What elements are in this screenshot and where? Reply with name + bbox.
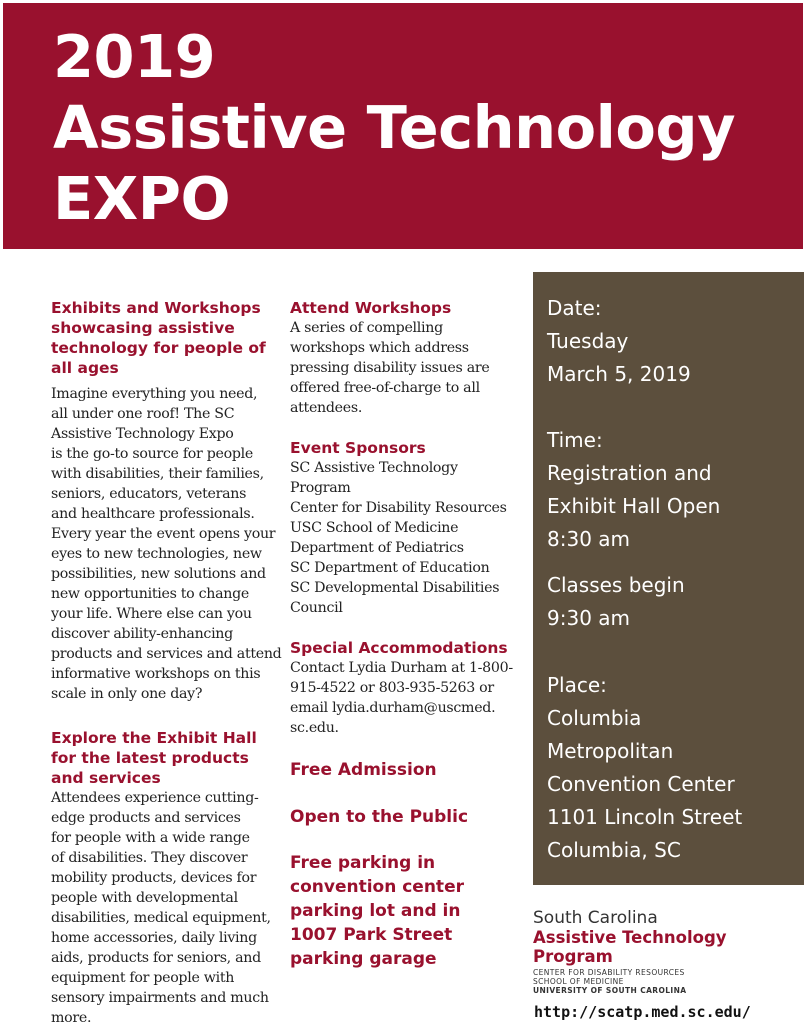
body-line: A series of compelling <box>290 320 443 336</box>
place-line: Metropolitan <box>547 739 674 763</box>
body-line: eyes to new technologies, new <box>51 546 262 562</box>
middle-column <box>290 298 518 971</box>
body-line: products and services and attend <box>51 646 282 662</box>
body-line: for people with a wide range <box>51 830 250 846</box>
sponsors-list <box>290 458 518 618</box>
title-main: Assistive Technology <box>53 93 736 162</box>
open-to-public: Open to the Public <box>290 807 469 827</box>
sponsor-line: USC School of Medicine <box>290 520 459 536</box>
body-line: possibilities, new solutions and <box>51 566 266 582</box>
parking-line: convention center <box>290 877 464 897</box>
time-label: Time: <box>547 428 603 452</box>
event-info-box <box>533 272 804 885</box>
parking-line: 1007 Park Street <box>290 925 453 945</box>
body-line: equipment for people with <box>51 970 235 986</box>
exhibit-hall-body <box>51 788 283 1028</box>
place-label: Place: <box>547 673 607 697</box>
heading-line: showcasing assistive <box>51 319 235 337</box>
date-day: Tuesday <box>547 329 629 353</box>
body-line: email lydia.durham@uscmed. <box>290 700 496 716</box>
body-line: sc.edu. <box>290 720 339 736</box>
parking-line: Free parking in <box>290 853 436 873</box>
time-block <box>547 424 720 556</box>
place-line: Columbia <box>547 706 642 730</box>
date-label: Date: <box>547 296 602 320</box>
body-line: mobility products, devices for <box>51 870 257 886</box>
logo-sub: UNIVERSITY OF SOUTH CAROLINA <box>533 986 687 995</box>
body-line: is the go-to source for people <box>51 446 253 462</box>
body-line: informative workshops on this <box>51 666 261 682</box>
workshops-body <box>290 318 518 418</box>
body-line: all under one roof! The SC <box>51 406 235 422</box>
workshops-heading: Attend Workshops <box>290 299 452 317</box>
place-line: 1101 Lincoln Street <box>547 805 743 829</box>
body-line: of disabilities. They discover <box>51 850 248 866</box>
body-line: your life. Where else can you <box>51 606 252 622</box>
body-line: Assistive Technology Expo <box>51 426 234 442</box>
body-line: Contact Lydia Durham at 1-800- <box>290 660 513 676</box>
body-line: edge products and services <box>51 810 241 826</box>
parking-line: parking lot and in <box>290 901 461 921</box>
sponsor-line: Department of Pediatrics <box>290 540 464 556</box>
title-banner <box>3 3 803 249</box>
logo-name: Assistive Technology <box>533 928 727 947</box>
body-line: home accessories, daily living <box>51 930 257 946</box>
body-line: new opportunities to change <box>51 586 249 602</box>
parking-info <box>290 851 518 971</box>
title-year: 2019 <box>53 22 216 91</box>
exhibits-heading <box>51 298 283 378</box>
heading-line: Explore the Exhibit Hall <box>51 729 257 747</box>
body-line: attendees. <box>290 400 363 416</box>
heading-line: all ages <box>51 359 119 377</box>
exhibit-hall-heading <box>51 728 283 788</box>
parking-line: parking garage <box>290 949 437 969</box>
sponsors-heading: Event Sponsors <box>290 439 426 457</box>
time-line: Registration and <box>547 461 712 485</box>
body-line: Attendees experience cutting- <box>51 790 259 806</box>
time-value: 8:30 am <box>547 527 631 551</box>
logo-sub: CENTER FOR DISABILITY RESOURCES <box>533 968 685 977</box>
heading-line: for the latest products <box>51 749 249 767</box>
body-line: and healthcare professionals. <box>51 506 255 522</box>
body-line: seniors, educators, veterans <box>51 486 247 502</box>
website-link[interactable]: http://scatp.med.sc.edu/ <box>534 1003 751 1021</box>
date-block <box>547 292 691 391</box>
sponsor-line: Council <box>290 600 343 616</box>
sponsor-line: SC Assistive Technology <box>290 460 458 476</box>
classes-value: 9:30 am <box>547 606 631 630</box>
body-line: more. <box>51 1010 92 1026</box>
heading-line: and services <box>51 769 161 787</box>
accommodations-heading: Special Accommodations <box>290 639 508 657</box>
body-line: workshops which address <box>290 340 469 356</box>
exhibits-body <box>51 384 283 704</box>
logo-state: South Carolina <box>533 908 658 928</box>
heading-line: technology for people of <box>51 339 266 357</box>
classes-block <box>547 569 685 635</box>
scatp-logo <box>533 908 801 995</box>
sponsor-line: SC Developmental Disabilities <box>290 580 500 596</box>
accommodations-body <box>290 658 518 738</box>
place-line: Convention Center <box>547 772 735 796</box>
title-expo: EXPO <box>53 164 231 233</box>
sponsor-line: Center for Disability Resources <box>290 500 507 516</box>
body-line: 915-4522 or 803-935-5263 or <box>290 680 494 696</box>
body-line: sensory impairments and much <box>51 990 269 1006</box>
body-line: discover ability-enhancing <box>51 626 233 642</box>
body-line: offered free-of-charge to all <box>290 380 480 396</box>
body-line: aids, products for seniors, and <box>51 950 261 966</box>
body-line: with disabilities, their families, <box>51 466 264 482</box>
place-line: Columbia, SC <box>547 838 681 862</box>
body-line: Every year the event opens your <box>51 526 276 542</box>
body-line: scale in only one day? <box>51 686 203 702</box>
date-value: March 5, 2019 <box>547 362 691 386</box>
sponsor-line: Program <box>290 480 351 496</box>
logo-sub: SCHOOL OF MEDICINE <box>533 977 624 986</box>
time-line: Exhibit Hall Open <box>547 494 721 518</box>
body-line: Imagine everything you need, <box>51 386 258 402</box>
body-line: disabilities, medical equipment, <box>51 910 271 926</box>
free-admission: Free Admission <box>290 760 437 780</box>
heading-line: Exhibits and Workshops <box>51 299 261 317</box>
place-block <box>547 669 742 867</box>
body-line: pressing disability issues are <box>290 360 490 376</box>
logo-program: Program <box>533 947 613 966</box>
left-column <box>51 298 283 1028</box>
sponsor-line: SC Department of Education <box>290 560 490 576</box>
body-line: people with developmental <box>51 890 238 906</box>
classes-label: Classes begin <box>547 573 685 597</box>
